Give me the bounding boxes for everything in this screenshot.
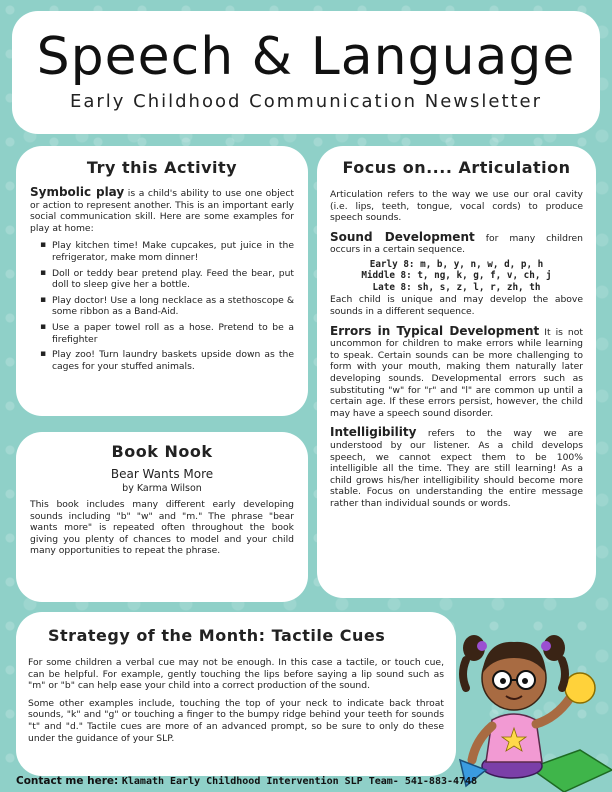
activity-list <box>40 240 294 372</box>
child-with-blocks-illustration <box>452 600 612 792</box>
intelligibility-paragraph <box>330 427 583 509</box>
contact-label: Contact me here: <box>16 775 119 787</box>
focus-panel <box>317 146 596 598</box>
strategy-heading: Strategy of the Month: Tactile Cues <box>48 626 386 645</box>
early-8-sounds: Early 8: m, b, y, n, w, d, p, h <box>369 258 544 270</box>
list-item: ▪ Play zoo! Turn laundry baskets upside down as the cages for your stuffed animals. <box>40 349 294 372</box>
ball-icon <box>565 673 595 703</box>
activity-heading: Try this Activity <box>86 158 238 177</box>
book-author: by Karma Wilson <box>122 483 202 494</box>
newsletter-subtitle: Early Childhood Communication Newsletter <box>69 91 543 112</box>
sound-development-lead: Sound Development <box>330 229 475 244</box>
activity-intro-lead: Symbolic play <box>30 185 125 199</box>
contact-text: Klamath Early Childhood Intervention SLP Team- 541-883-4748 <box>121 776 478 787</box>
strategy-paragraph-1: For some children a verbal cue may not be enough. In this case a tactile, or touch cue, can be helpful. For example, gently touching the lips before saying a lip sound such as "m" or "b" can help ease your child into a correct production of the sound. <box>28 657 444 692</box>
book-title: Bear Wants More <box>110 467 214 481</box>
sequence-note: Each child is unique and may develop the above sounds in a different sequence. <box>330 294 583 318</box>
book-description: This book includes many different early developing sounds including "b" "w" and "m." The phrase "bear wants more" is repeated often throughout the book giving you plenty of chances to model and your child many opportunities to repeat the phrase. <box>30 499 294 557</box>
list-item: ▪ Play doctor! Use a long necklace as a stethoscope & some ribbon as a Band-Aid. <box>40 295 294 318</box>
focus-intro: Articulation refers to the way we use our oral cavity (i.e. lips, teeth, tongue, vocal cords) to produce speech sounds. <box>330 189 583 224</box>
errors-text: It is not uncommon for children to make errors while learning to speak. Certain sounds can be more challenging to form with your mouth, making them naturally later developing sounds. Developmental errors such as substituting "w" for "r" and "l" are common up until a certain age. If these errors persist, however, the child may have a speech sound disorder. <box>330 326 583 419</box>
errors-paragraph <box>330 323 583 420</box>
focus-heading: Focus on.... Articulation <box>342 158 571 177</box>
sound-development-text: for many children occurs in a certain sequence. <box>330 232 583 256</box>
list-item: ▪ Use a paper towel roll as a hose. Pretend to be a firefighter <box>40 322 294 345</box>
strategy-paragraph-2: Some other examples include, touching the top of your neck to indicate back throat sounds, "k" and "g" or touching a finger to the bumpy ridge behind your teeth for sounds "t" and "d." Tactile cues are more of an advanced prompt, so be sure to only do these under the guidance of your SLP. <box>28 697 444 744</box>
late-8-sounds: Late 8: sh, s, z, l, r, zh, th <box>372 281 541 293</box>
book-nook-heading: Book Nook <box>111 442 213 461</box>
strategy-panel <box>16 612 456 776</box>
sound-development <box>330 229 583 256</box>
newsletter-title: Speech & Language <box>36 27 576 87</box>
activity-panel <box>16 146 308 416</box>
activity-intro-text: is a child's ability to use one object or action to represent another. This is an important early social communication skill. Here are some examples for play at home: <box>30 188 294 234</box>
errors-lead: Errors in Typical Development <box>330 323 540 338</box>
header-banner <box>12 11 600 134</box>
contact-line <box>16 775 576 791</box>
middle-8-sounds: Middle 8: t, ng, k, g, f, v, ch, j <box>361 270 552 282</box>
book-nook-panel <box>16 432 308 602</box>
list-item: ▪ Play kitchen time! Make cupcakes, put juice in the refrigerator, make mom dinner! <box>40 240 294 263</box>
list-item: ▪ Doll or teddy bear pretend play. Feed the bear, put doll to sleep give her a bottle. <box>40 268 294 291</box>
activity-intro <box>30 187 294 234</box>
intelligibility-text: refers to the way we are understood by our listener. As a child develops speech, we cannot expect them to be 100% intelligible all the time. They are still learning! As a child grows his/her intelligibility should become more stable. Focus on understanding the entire message rather than individual sounds or words. <box>330 428 583 509</box>
intelligibility-lead: Intelligibility <box>330 425 417 440</box>
